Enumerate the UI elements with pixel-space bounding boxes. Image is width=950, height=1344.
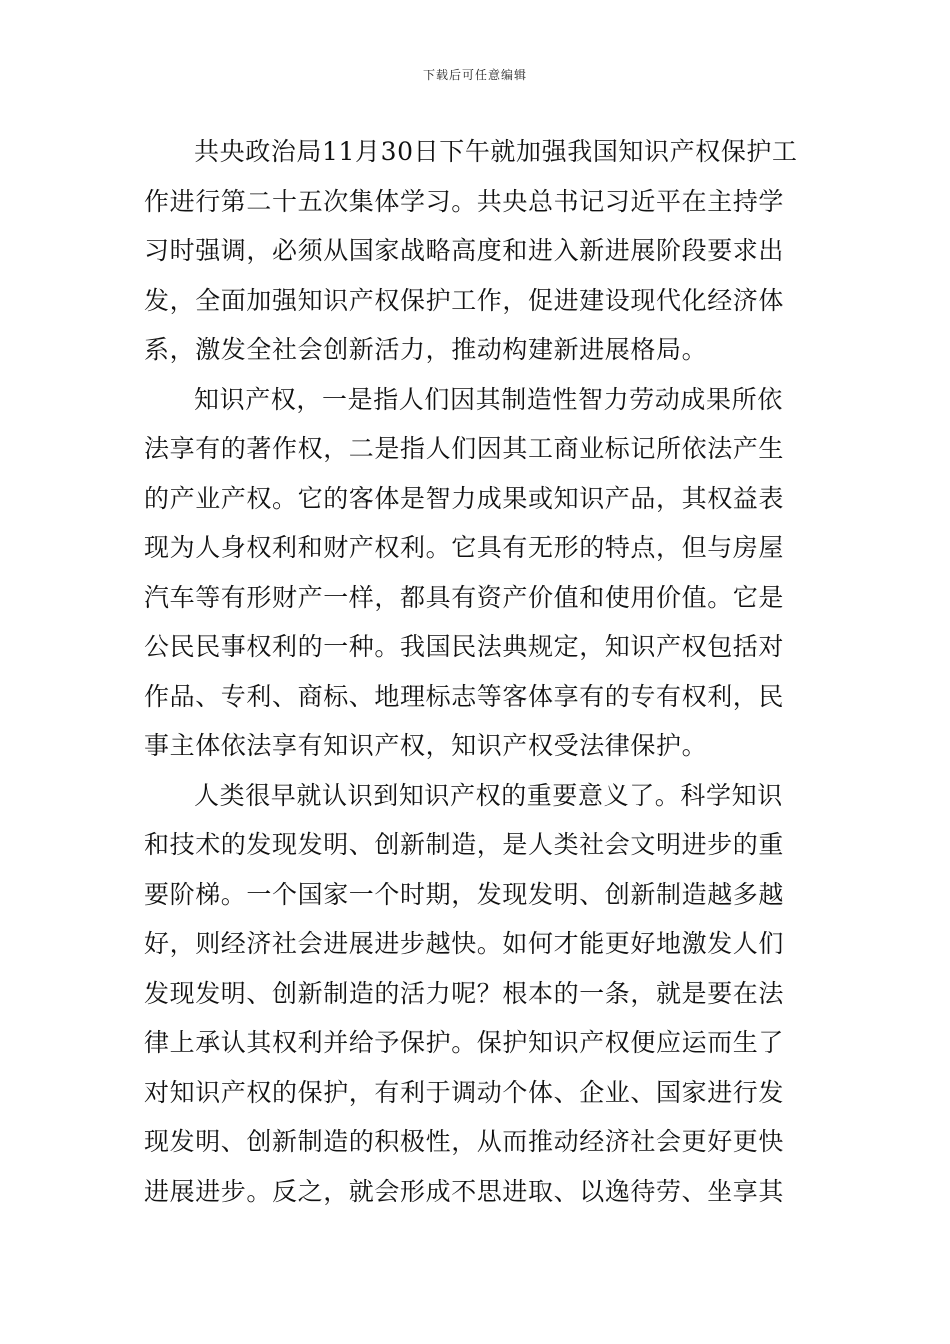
text-line: 共央政治局11月30日下午就加强我国知识产权保护工 [194,137,798,166]
text-line: 现发明、创新制造的积极性，从而推动经济社会更好更快 [144,1127,785,1156]
paragraph-3 [144,771,812,1217]
text-line: 要阶梯。一个国家一个时期，发现发明、创新制造越多越 [144,879,785,909]
text-line: 好，则经济社会进展进步越快。如何才能更好地激发人们 [144,929,785,958]
text-line: 系，激发全社会创新活力，推动构建新进展格局。 [144,335,708,364]
text-line: 发，全面加强知识产权保护工作，促进建设现代化经济体 [144,285,785,315]
text-line: 公民民事权利的一种。我国民法典规定，知识产权包括对 [144,632,785,661]
text-line: 习时强调，必须从国家战略高度和进入新进展阶段要求出 [144,236,785,265]
text-line: 进展进步。反之，就会形成不思进取、以逸待劳、坐享其 [144,1176,785,1206]
text-line: 事主体依法享有知识产权，知识产权受法律保护。 [144,731,708,760]
header-note: 下载后可任意编辑 [422,68,527,82]
paragraph-2 [144,375,812,771]
text-line: 现为人身权利和财产权利。它具有无形的特点，但与房屋 [144,533,785,562]
text-line: 法享有的著作权，二是指人们因其工商业标记所依法产生 [144,434,785,463]
text-line: 人类很早就认识到知识产权的重要意义了。科学知识 [194,780,783,810]
text-line: 和技术的发现发明、创新制造，是人类社会文明进步的重 [144,830,785,859]
document-body [144,127,812,1216]
text-line: 对知识产权的保护，有利于调动个体、企业、国家进行发 [144,1077,785,1107]
paragraph-1 [144,127,812,375]
text-line: 知识产权，一是指人们因其制造性智力劳动成果所依 [194,384,783,414]
text-line: 汽车等有形财产一样，都具有资产价值和使用价值。它是 [144,582,785,612]
text-line: 作品、专利、商标、地理标志等客体享有的专有权利，民 [144,681,785,711]
text-line: 的产业产权。它的客体是智力成果或知识产品，其权益表 [144,483,785,513]
text-line: 律上承认其权利并给予保护。保护知识产权便应运而生了 [144,1028,785,1057]
text-line: 作进行第二十五次集体学习。共央总书记习近平在主持学 [144,186,785,216]
text-line: 发现发明、创新制造的活力呢？根本的一条，就是要在法 [144,978,785,1008]
